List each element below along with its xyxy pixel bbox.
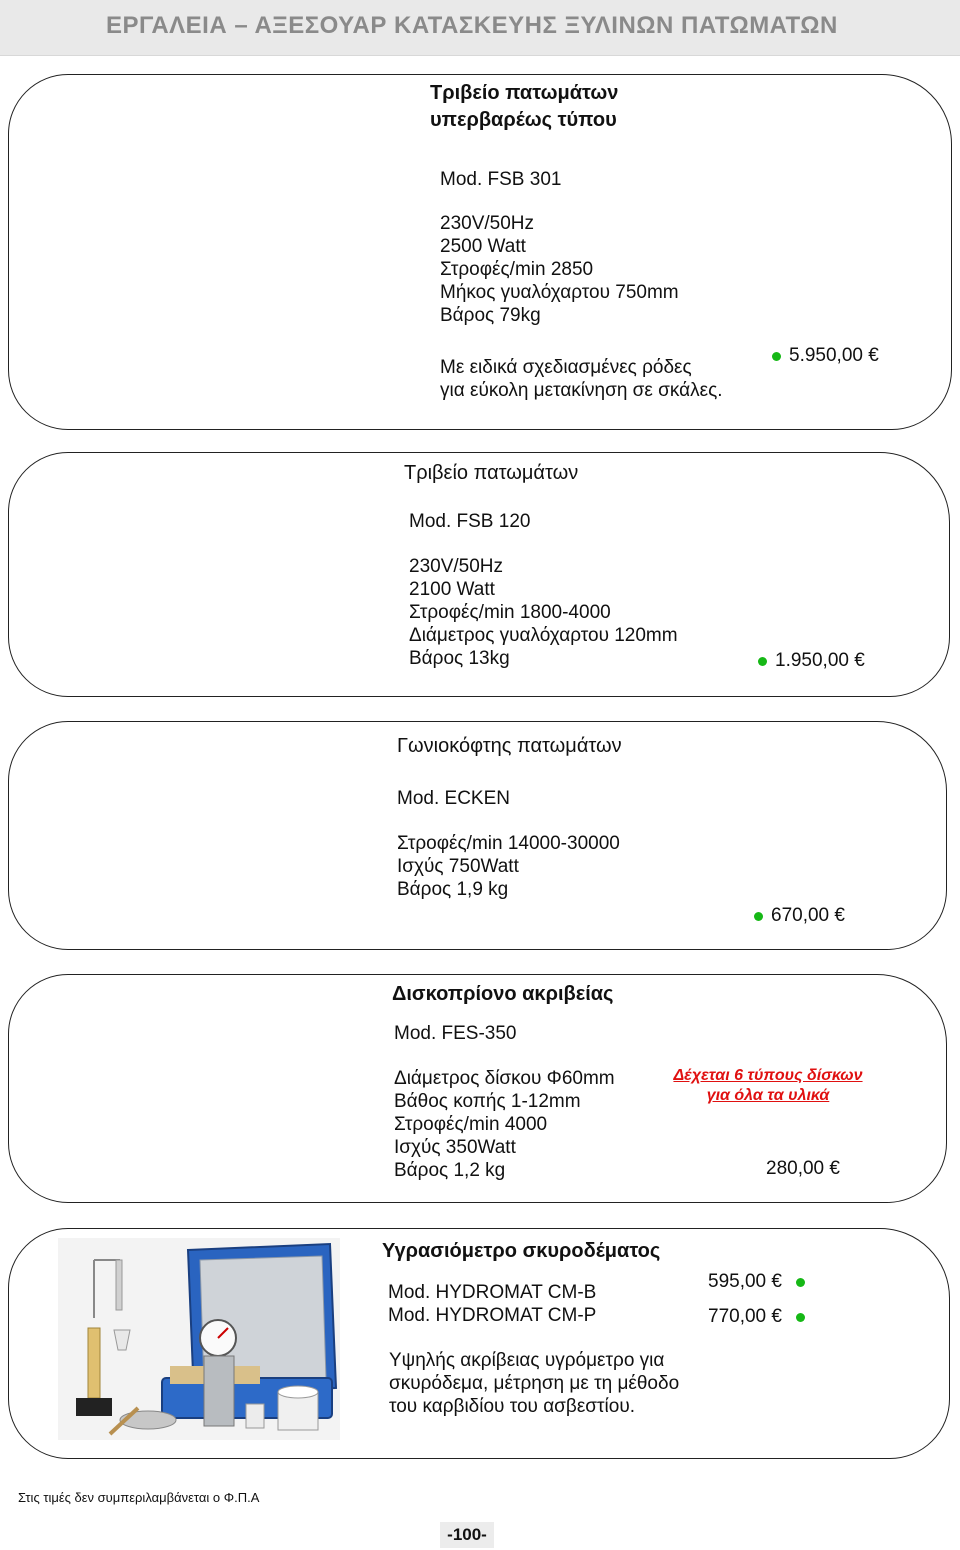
spec-line: Βάρος 1,2 kg bbox=[394, 1160, 506, 1181]
price-value: 280,00 € bbox=[766, 1158, 840, 1179]
product-title: Υγρασιόμετρο σκυροδέματος bbox=[382, 1240, 661, 1262]
page-number: -100- bbox=[440, 1522, 494, 1548]
spec-line: 2500 Watt bbox=[440, 236, 526, 257]
product-price bbox=[766, 1158, 840, 1180]
spec-line: Στροφές/min 2850 bbox=[440, 259, 594, 280]
description-line: του καρβιδίου του ασβεστίου. bbox=[389, 1396, 635, 1417]
spec-line: Βάρος 1,9 kg bbox=[397, 879, 509, 900]
product-specs bbox=[397, 832, 620, 901]
product-title: Τριβείο πατωμάτων bbox=[430, 82, 619, 104]
product-specs bbox=[394, 1067, 615, 1182]
product-title: Γωνιοκόφτης πατωμάτων bbox=[397, 735, 622, 757]
product-model: Mod. ECKEN bbox=[397, 788, 510, 809]
bullet-icon bbox=[772, 352, 781, 361]
spec-line: 2100 Watt bbox=[409, 579, 495, 600]
spec-line: Βάρος 79kg bbox=[440, 305, 541, 326]
note-line: Δέχεται 6 τύπους δίσκων bbox=[673, 1067, 863, 1084]
price-value: 770,00 € bbox=[708, 1306, 782, 1327]
bullet-icon bbox=[796, 1313, 805, 1322]
spec-line: Διάμετρος δίσκου Φ60mm bbox=[394, 1068, 615, 1089]
note-line: για όλα τα υλικά bbox=[706, 1087, 830, 1104]
spec-line: Ισχύς 750Watt bbox=[397, 856, 519, 877]
product-price-cm-b bbox=[708, 1271, 805, 1293]
spec-line: Ισχύς 350Watt bbox=[394, 1137, 516, 1158]
price-value: 595,00 € bbox=[708, 1271, 782, 1292]
product-note bbox=[660, 1066, 876, 1106]
product-description bbox=[440, 356, 723, 402]
product-model: Mod. HYDROMAT CM-B bbox=[388, 1282, 597, 1303]
product-model: Mod. HYDROMAT CM-P bbox=[388, 1305, 597, 1326]
header-title: ΕΡΓΑΛΕΙΑ – ΑΞΕΣΟΥΑΡ ΚΑΤΑΣΚΕΥΗΣ ΞΥΛΙΝΩΝ ΠΑΤΩΜΑΤΩΝ bbox=[106, 12, 838, 39]
spec-line: Στροφές/min 1800-4000 bbox=[409, 602, 611, 623]
product-price bbox=[754, 905, 845, 927]
product-price bbox=[758, 650, 865, 672]
product-model: Mod. FSB 301 bbox=[440, 169, 562, 190]
page-header bbox=[0, 0, 960, 56]
product-model: Mod. FSB 120 bbox=[409, 511, 531, 532]
spec-line: 230V/50Hz bbox=[409, 556, 504, 577]
bullet-icon bbox=[796, 1278, 805, 1287]
product-model: Mod. FES-350 bbox=[394, 1023, 517, 1044]
price-value: 670,00 € bbox=[771, 905, 845, 926]
product-title: υπερβαρέως τύπου bbox=[430, 109, 617, 131]
spec-line: Στροφές/min 14000-30000 bbox=[397, 833, 620, 854]
spec-line: Βάρος 13kg bbox=[409, 648, 510, 669]
product-specs bbox=[440, 212, 679, 327]
price-value: 5.950,00 € bbox=[789, 345, 879, 366]
hydromat-kit-icon bbox=[58, 1238, 340, 1440]
bullet-icon bbox=[758, 657, 767, 666]
spec-line: Μήκος γυαλόχαρτου 750mm bbox=[440, 282, 679, 303]
bullet-icon bbox=[754, 912, 763, 921]
spec-line: Βάθος κοπής 1-12mm bbox=[394, 1091, 581, 1112]
product-title: Τριβείο πατωμάτων bbox=[404, 462, 579, 484]
product-image-hydromat-kit bbox=[58, 1238, 340, 1440]
product-title: Δισκοπρίονο ακριβείας bbox=[392, 983, 614, 1005]
description-line: για εύκολη μετακίνηση σε σκάλες. bbox=[440, 380, 723, 401]
spec-line: Στροφές/min 4000 bbox=[394, 1114, 548, 1135]
spec-line: 230V/50Hz bbox=[440, 213, 535, 234]
description-line: Υψηλής ακρίβειας υγρόμετρο για bbox=[389, 1350, 665, 1371]
product-price-cm-p bbox=[708, 1306, 805, 1328]
product-description bbox=[389, 1349, 679, 1418]
description-line: Με ειδικά σχεδιασμένες ρόδες bbox=[440, 357, 692, 378]
description-line: σκυρόδεμα, μέτρηση με τη μέθοδο bbox=[389, 1373, 680, 1394]
price-value: 1.950,00 € bbox=[775, 650, 865, 671]
product-price bbox=[772, 345, 879, 367]
spec-line: Διάμετρος γυαλόχαρτου 120mm bbox=[409, 625, 678, 646]
vat-note: Στις τιμές δεν συμπεριλαμβάνεται ο Φ.Π.Α bbox=[18, 1490, 260, 1505]
product-specs bbox=[409, 555, 678, 670]
